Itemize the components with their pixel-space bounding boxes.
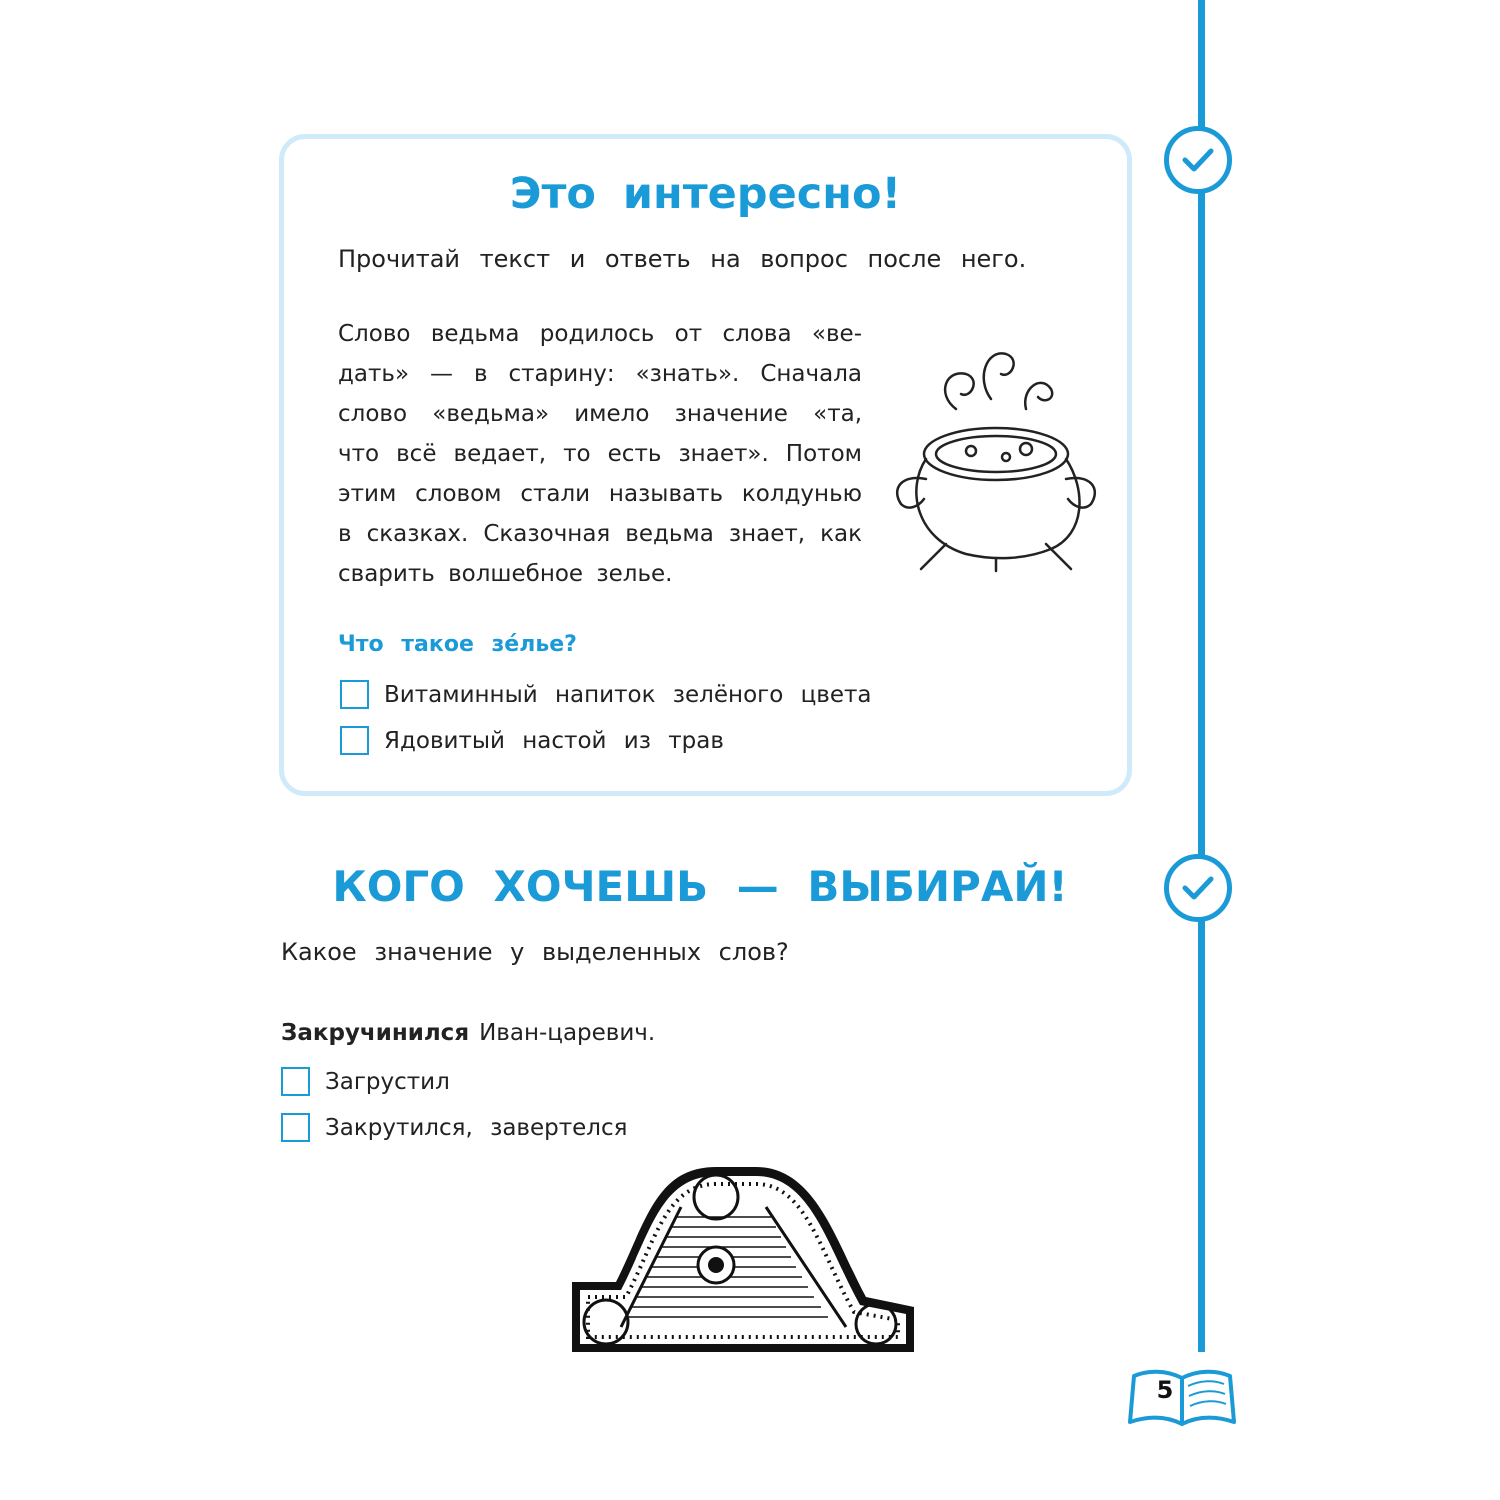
answer-option[interactable] (340, 726, 724, 755)
example-sentence (281, 1020, 655, 1046)
section-title: КОГО ХОЧЕШЬ — ВЫБИРАЙ! (332, 862, 1068, 911)
answer-option-label: Витаминный напиток зелёного цвета (384, 681, 872, 708)
answer-checkbox[interactable] (340, 726, 369, 755)
cauldron-illustration (886, 339, 1106, 574)
highlighted-word: Закручинился (281, 1020, 470, 1046)
answer-checkbox[interactable] (340, 680, 369, 709)
answer-option[interactable] (340, 680, 871, 709)
answer-option-label: Ядовитый настой из трав (384, 727, 724, 754)
sentence-rest: Иван-царевич. (479, 1020, 656, 1046)
book-icon (1126, 1366, 1238, 1428)
answer-checkbox[interactable] (281, 1067, 310, 1096)
gusli-illustration (566, 1162, 920, 1358)
answer-option[interactable] (281, 1113, 627, 1142)
answer-option-label: Загрустил (325, 1068, 450, 1095)
info-box (279, 134, 1132, 796)
reading-instruction: Прочитай текст и ответь на вопрос после него. (338, 245, 1027, 273)
page-number: 5 (1156, 1376, 1174, 1404)
info-box-title: Это интересно! (509, 169, 902, 219)
answer-option[interactable] (281, 1067, 450, 1096)
answer-option-label: Закрутился, завертелся (325, 1114, 628, 1141)
section-prompt: Какое значение у выделенных слов? (281, 938, 789, 966)
answer-checkbox[interactable] (281, 1113, 310, 1142)
check-icon (1164, 854, 1232, 922)
check-icon (1164, 126, 1232, 194)
vertical-divider-line (1198, 0, 1205, 1352)
question-text: Что такое зе́лье? (338, 632, 577, 657)
story-text: Слово ведьма родилось от слова «ве-дать» — в старину: «знать». Сначала слово «ведьма» имело значение «та, что всё ведает, то есть знает». Потом этим словом стали называть колдунью в сказках. Сказочная ведьма знает, как сварить волшебное зелье. (338, 321, 862, 587)
